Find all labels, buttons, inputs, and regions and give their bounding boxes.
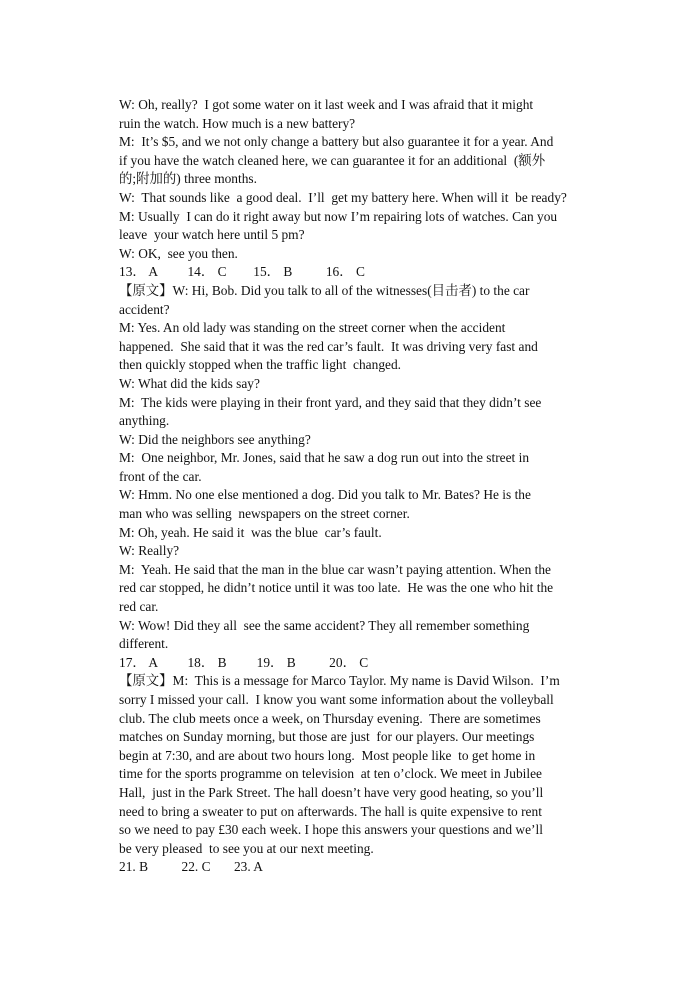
text-line: M: Yes. An old lady was standing on the street corner when the accident [119, 320, 506, 336]
text-line: so we need to pay £30 each week. I hope this answers your questions and we’ll [119, 822, 543, 838]
text-line: Hall, just in the Park Street. The hall doesn’t have very good heating, so you’ll [119, 784, 544, 800]
text-line: M: It’s $5, and we not only change a battery but also guarantee it for a year. And [119, 134, 554, 150]
text-line: red car stopped, he didn’t notice until it was too late. He was the one who hit the [119, 580, 554, 596]
text-line: M: The kids were playing in their front yard, and they said that they didn’t see [119, 394, 542, 410]
text-line: then quickly stopped when the traffic light changed. [119, 357, 401, 373]
answer-line: 13． A 14． C 15． B 16． C [119, 264, 365, 280]
text-line: ruin the watch. How much is a new battery? [119, 115, 356, 131]
text-line: W: Oh, really? I got some water on it last week and I was afraid that it might [119, 97, 534, 112]
text-line: if you have the watch cleaned here, we can guarantee it for an additional (额外 [119, 152, 546, 168]
text-line: different. [119, 636, 169, 652]
answer-line: 21. B 22. C 23. A [119, 859, 263, 875]
answer-line: 17． A 18． B 19． B 20． C [119, 654, 369, 670]
text-line: front of the car. [119, 468, 202, 484]
text-line: W: Wow! Did they all see the same accident? They all remember something [119, 617, 530, 633]
text-line: W: OK, see you then. [119, 245, 238, 261]
document-text [119, 96, 581, 877]
text-line: W: That sounds like a good deal. I’ll get my battery here. When will it be ready? [119, 189, 567, 205]
text-line: club. The club meets once a week, on Thursday evening. There are sometimes [119, 710, 541, 726]
text-line: 【原文】W: Hi, Bob. Did you talk to all of the witnesses(目击者) to the car [119, 282, 530, 298]
text-line: leave your watch here until 5 pm? [119, 227, 305, 243]
text-line: 的;附加的) three months. [119, 171, 257, 187]
text-line: anything. [119, 413, 170, 429]
text-line: accident? [119, 301, 170, 317]
text-line: 【原文】M: This is a message for Marco Taylor. My name is David Wilson. I’m [119, 673, 560, 689]
text-line: be very pleased to see you at our next meeting. [119, 840, 374, 856]
text-line: man who was selling newspapers on the street corner. [119, 506, 410, 522]
text-line: begin at 7:30, and are about two hours long. Most people like to get home in [119, 747, 536, 763]
text-line: M: Yeah. He said that the man in the blue car wasn’t paying attention. When the [119, 561, 551, 577]
text-line: M: Oh, yeah. He said it was the blue car’s fault. [119, 524, 382, 540]
text-line: M: One neighbor, Mr. Jones, said that he saw a dog run out into the street in [119, 450, 530, 466]
text-line: W: What did the kids say? [119, 375, 260, 391]
text-line: happened. She said that it was the red car’s fault. It was driving very fast and [119, 338, 538, 354]
text-line: sorry I missed your call. I know you want some information about the volleyball [119, 692, 554, 707]
text-line: W: Really? [119, 543, 180, 559]
text-line: M: Usually I can do it right away but now I’m repairing lots of watches. Can you [119, 208, 558, 224]
text-line: need to bring a sweater to put on afterwards. The hall is quite expensive to rent [119, 803, 542, 819]
text-line: W: Did the neighbors see anything? [119, 431, 311, 447]
text-line: time for the sports programme on television at ten o’clock. We meet in Jubilee [119, 766, 542, 782]
text-line: red car. [119, 599, 159, 615]
text-line: W: Hmm. No one else mentioned a dog. Did you talk to Mr. Bates? He is the [119, 487, 531, 503]
text-line: matches on Sunday morning, but those are just for our players. Our meetings [119, 729, 535, 745]
